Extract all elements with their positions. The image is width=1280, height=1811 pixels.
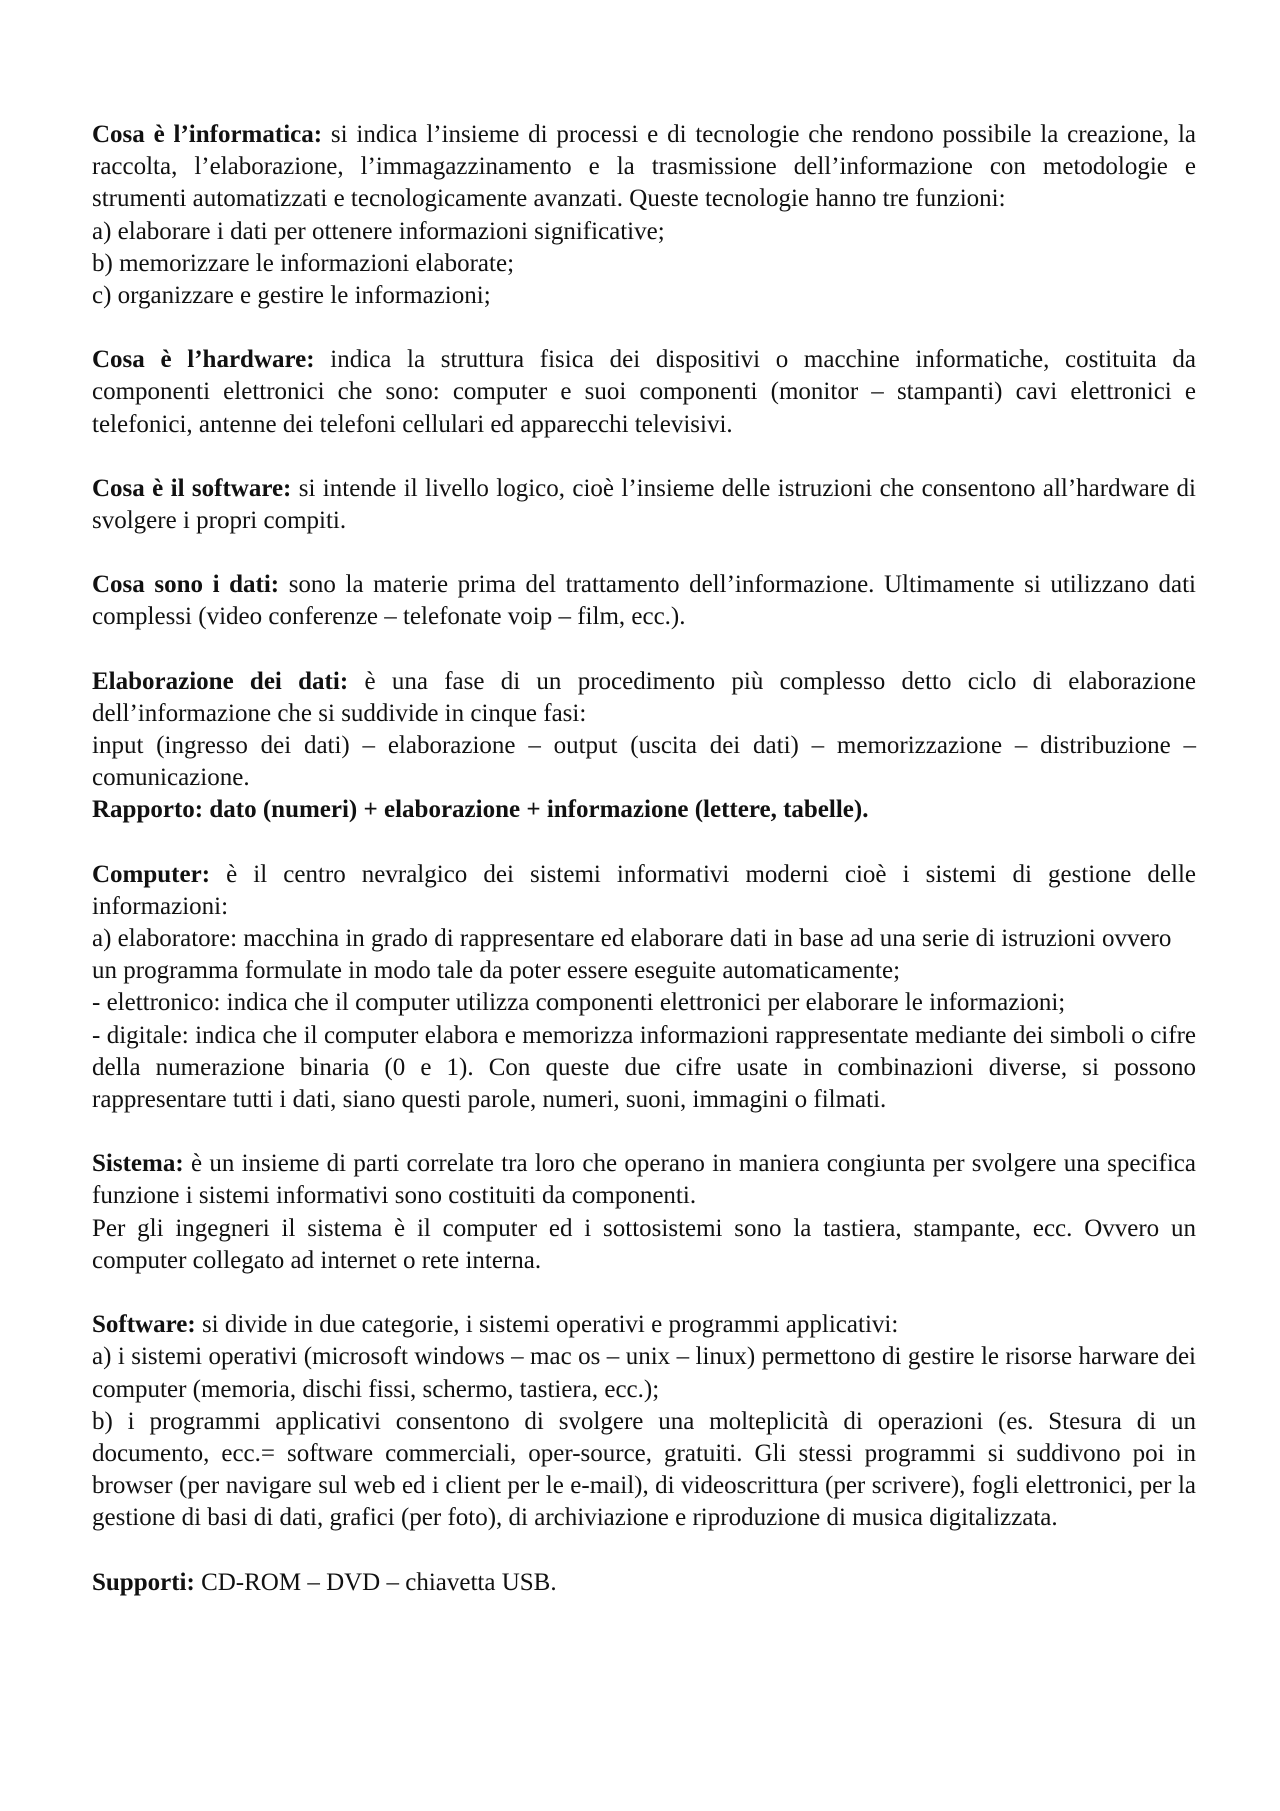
section-sistema — [92, 1148, 1196, 1277]
paragraph-text: CD-ROM – DVD – chiavetta USB. — [194, 1568, 557, 1596]
paragraph — [92, 1567, 1196, 1599]
section-heading: Computer: — [92, 860, 211, 888]
paragraph — [92, 569, 1196, 633]
paragraph — [92, 1309, 1196, 1341]
paragraph-text: è il centro nevralgico dei sistemi informativi moderni cioè i sistemi di gestione delle informazioni: — [92, 860, 1196, 920]
document-page — [92, 119, 1196, 1599]
section-heading: Elaborazione dei dati: — [92, 667, 349, 695]
section-heading: Sistema: — [92, 1150, 184, 1178]
paragraph — [92, 666, 1196, 730]
section-elaborazione — [92, 666, 1196, 827]
paragraph-text: si intende il livello logico, cioè l’insieme delle istruzioni che consentono all’hardware di svolgere i propri compiti. — [92, 474, 1196, 535]
section-software-definition — [92, 473, 1196, 537]
section-supporti — [92, 1567, 1196, 1599]
paragraph-text: è una fase di un procedimento più complesso detto ciclo di elaborazione dell’informazione che si suddivide in cinque fasi: — [92, 667, 1197, 727]
paragraph — [92, 859, 1196, 923]
list-item: b) memorizzare le informazioni elaborate; — [92, 249, 515, 277]
section-heading: Software: — [92, 1311, 196, 1339]
paragraph — [92, 344, 1196, 441]
paragraph-text: sono la materie prima del trattamento dell’informazione. Ultimamente si utilizzano dati complessi (video conferenze – telefonate voip – film, ecc.). — [92, 571, 1196, 631]
paragraph — [92, 473, 1196, 537]
section-informatica — [92, 119, 1196, 312]
list-item: a) elaboratore: macchina in grado di rappresentare ed elaborare dati in base ad una serie di istruzioni ovvero un programma formulate in modo tale da poter essere eseguite automaticamente; — [92, 925, 1172, 985]
list-item: c) organizzare e gestire le informazioni; — [92, 282, 491, 310]
section-computer — [92, 859, 1196, 1117]
section-heading: Cosa sono i dati: — [92, 571, 280, 599]
section-software — [92, 1309, 1196, 1534]
section-heading: Cosa è l’informatica: — [92, 121, 323, 148]
paragraph: Per gli ingegneri il sistema è il computer ed i sottosistemi sono la tastiera, stampante, ecc. Ovvero un computer collegato ad internet o rete interna. — [92, 1214, 1196, 1274]
list-item: b) i programmi applicativi consentono di svolgere una molteplicità di operazioni (es. Stesura di un documento, ecc.= software commerciali, oper-source, gratuiti. Gli stessi programmi si suddivono poi in browser (per navigare sul web ed i client per le e-mail), di videoscrittura (per scrivere), fogli elettronici, per la gestione di basi di dati, grafici (per foto), di archiviazione e riproduzione di musica digitalizzata. — [92, 1407, 1196, 1532]
list-item: a) i sistemi operativi (microsoft windows – mac os – unix – linux) permettono di gestire le risorse harware dei computer (memoria, dischi fissi, schermo, tastiera, ecc.); — [92, 1343, 1196, 1403]
paragraph-bold — [92, 794, 1196, 826]
list-item: - elettronico: indica che il computer utilizza componenti elettronici per elaborare le informazioni; — [92, 989, 1066, 1017]
paragraph-text: indica la struttura fisica dei dispositivi o macchine informatiche, costituita da componenti elettronici che sono: computer e suoi componenti (monitor – stampanti) cavi elettronici e telefonici, antenne dei telefoni cellulari ed apparecchi televisivi. — [92, 346, 1196, 438]
paragraph-text: è un insieme di parti correlate tra loro che operano in maniera congiunta per svolgere una specifica funzione i sistemi informativi sono costituiti da componenti. — [92, 1150, 1196, 1210]
paragraph-text: si divide in due categorie, i sistemi operativi e programmi applicativi: — [195, 1311, 899, 1339]
section-dati — [92, 569, 1196, 633]
list-item: a) elaborare i dati per ottenere informazioni significative; — [92, 217, 665, 245]
paragraph — [92, 1148, 1196, 1212]
section-heading: Cosa è l’hardware: — [92, 346, 315, 374]
rapporto-text: Rapporto: dato (numeri) + elaborazione + informazione (lettere, tabelle). — [92, 796, 869, 824]
paragraph: input (ingresso dei dati) – elaborazione – output (uscita dei dati) – memorizzazione – distribuzione – comunicazione. — [92, 732, 1196, 792]
section-heading: Cosa è il software: — [92, 474, 292, 502]
section-hardware — [92, 344, 1196, 441]
paragraph-text: si indica l’insieme di processi e di tecnologie che rendono possibile la creazione, la raccolta, l’elaborazione, l’immagazzinamento e la trasmissione dell’informazione con metodologie e strumenti automatizzati e tecnologicamente avanzati. Queste tecnologie hanno tre funzioni: — [92, 121, 1196, 213]
list-item: - digitale: indica che il computer elabora e memorizza informazioni rappresentate mediante dei simboli o cifre della numerazione binaria (0 e 1). Con queste due cifre usate in combinazioni diverse, si possono rappresentare tutti i dati, siano questi parole, numeri, suoni, immagini o filmati. — [92, 1021, 1196, 1114]
paragraph — [92, 119, 1196, 216]
section-heading: Supporti: — [92, 1568, 195, 1596]
